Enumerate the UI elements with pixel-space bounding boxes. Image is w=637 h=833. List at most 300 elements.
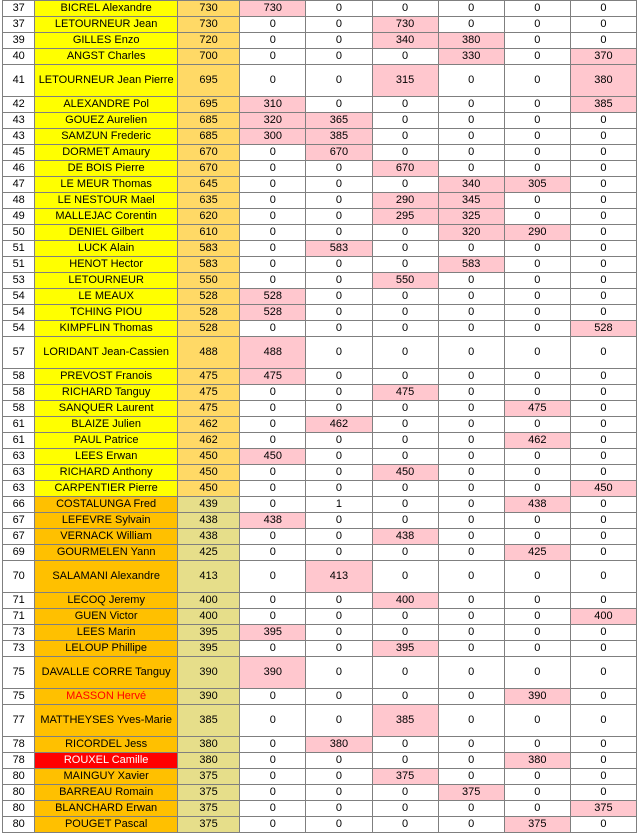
tournament-score-cell: 0 [372,609,438,625]
tournament-score-cell: 0 [504,641,570,657]
tournament-score-cell: 0 [570,465,636,481]
tournament-score-cell: 0 [372,129,438,145]
rank-cell: 80 [3,769,35,785]
tournament-score-cell: 375 [504,817,570,833]
tournament-score-cell: 0 [504,193,570,209]
rank-cell: 78 [3,753,35,769]
tournament-score-cell: 0 [570,193,636,209]
total-points-cell: 475 [177,369,239,385]
table-row [3,609,637,625]
table-row [3,49,637,65]
tournament-score-cell: 305 [504,177,570,193]
tournament-score-cell: 345 [438,193,504,209]
rank-cell: 61 [3,417,35,433]
player-name-cell: COSTALUNGA Fred [35,497,178,513]
tournament-score-cell: 0 [438,161,504,177]
tournament-score-cell: 0 [372,785,438,801]
tournament-score-cell: 1 [306,497,372,513]
tournament-score-cell: 0 [438,689,504,705]
tournament-score-cell: 0 [372,657,438,689]
tournament-score-cell: 0 [306,817,372,833]
rank-cell: 80 [3,785,35,801]
table-row [3,593,637,609]
tournament-score-cell: 0 [306,769,372,785]
tournament-score-cell: 0 [570,145,636,161]
tournament-score-cell: 0 [504,161,570,177]
total-points-cell: 438 [177,513,239,529]
table-row [3,145,637,161]
rank-cell: 63 [3,465,35,481]
tournament-score-cell: 0 [570,497,636,513]
player-name-cell: LE MEUR Thomas [35,177,178,193]
tournament-score-cell: 0 [240,209,306,225]
player-name-cell: MALLEJAC Corentin [35,209,178,225]
tournament-score-cell: 0 [372,737,438,753]
tournament-score-cell: 0 [570,641,636,657]
total-points-cell: 528 [177,305,239,321]
player-name-cell: GOURMELEN Yann [35,545,178,561]
tournament-score-cell: 462 [306,417,372,433]
tournament-score-cell: 450 [240,449,306,465]
tournament-score-cell: 550 [372,273,438,289]
ranking-table [2,0,637,833]
tournament-score-cell: 385 [372,705,438,737]
player-name-cell: BLANCHARD Erwan [35,801,178,817]
total-points-cell: 685 [177,113,239,129]
tournament-score-cell: 0 [372,801,438,817]
tournament-score-cell: 0 [504,1,570,17]
tournament-score-cell: 475 [372,385,438,401]
tournament-score-cell: 330 [438,49,504,65]
tournament-score-cell: 0 [570,33,636,49]
total-points-cell: 550 [177,273,239,289]
table-row [3,497,637,513]
total-points-cell: 450 [177,465,239,481]
tournament-score-cell: 0 [240,273,306,289]
tournament-score-cell: 0 [504,385,570,401]
tournament-score-cell: 0 [504,65,570,97]
total-points-cell: 620 [177,209,239,225]
total-points-cell: 390 [177,657,239,689]
total-points-cell: 695 [177,97,239,113]
tournament-score-cell: 0 [306,753,372,769]
total-points-cell: 583 [177,241,239,257]
tournament-score-cell: 0 [306,65,372,97]
tournament-score-cell: 0 [306,273,372,289]
tournament-score-cell: 0 [372,497,438,513]
tournament-score-cell: 0 [306,193,372,209]
tournament-score-cell: 0 [504,609,570,625]
rank-cell: 58 [3,369,35,385]
player-name-cell: PREVOST Franois [35,369,178,385]
tournament-score-cell: 475 [504,401,570,417]
rank-cell: 73 [3,625,35,641]
rank-cell: 66 [3,497,35,513]
tournament-score-cell: 0 [372,321,438,337]
tournament-score-cell: 0 [570,769,636,785]
rank-cell: 37 [3,17,35,33]
tournament-score-cell: 0 [240,801,306,817]
tournament-score-cell: 0 [570,257,636,273]
total-points-cell: 450 [177,449,239,465]
player-name-cell: DORMET Amaury [35,145,178,161]
player-name-cell: ALEXANDRE Pol [35,97,178,113]
player-name-cell: LETOURNEUR Jean [35,17,178,33]
tournament-score-cell: 0 [504,17,570,33]
total-points-cell: 375 [177,769,239,785]
tournament-score-cell: 0 [504,49,570,65]
tournament-score-cell: 0 [504,337,570,369]
tournament-score-cell: 0 [570,625,636,641]
player-name-cell: RICHARD Anthony [35,465,178,481]
tournament-score-cell: 390 [240,657,306,689]
tournament-score-cell: 0 [240,417,306,433]
tournament-score-cell: 0 [372,545,438,561]
tournament-score-cell: 0 [504,465,570,481]
total-points-cell: 475 [177,385,239,401]
tournament-score-cell: 340 [438,177,504,193]
tournament-score-cell: 0 [240,65,306,97]
tournament-score-cell: 0 [570,433,636,449]
player-name-cell: LETOURNEUR [35,273,178,289]
tournament-score-cell: 0 [504,97,570,113]
tournament-score-cell: 0 [570,785,636,801]
tournament-score-cell: 385 [570,97,636,113]
tournament-score-cell: 0 [504,145,570,161]
ranking-rows [3,1,637,833]
tournament-score-cell: 0 [372,817,438,833]
total-points-cell: 400 [177,593,239,609]
tournament-score-cell: 0 [570,177,636,193]
tournament-score-cell: 0 [372,1,438,17]
rank-cell: 54 [3,289,35,305]
total-points-cell: 425 [177,545,239,561]
tournament-score-cell: 0 [570,449,636,465]
tournament-score-cell: 0 [438,385,504,401]
tournament-score-cell: 0 [306,625,372,641]
player-name-cell: LE MEAUX [35,289,178,305]
tournament-score-cell: 0 [240,481,306,497]
rank-cell: 53 [3,273,35,289]
total-points-cell: 439 [177,497,239,513]
tournament-score-cell: 0 [438,433,504,449]
tournament-score-cell: 670 [306,145,372,161]
tournament-score-cell: 0 [570,513,636,529]
rank-cell: 58 [3,385,35,401]
tournament-score-cell: 0 [438,705,504,737]
tournament-score-cell: 0 [504,513,570,529]
tournament-score-cell: 0 [438,737,504,753]
player-name-cell: VERNACK William [35,529,178,545]
tournament-score-cell: 0 [438,1,504,17]
tournament-score-cell: 0 [504,657,570,689]
tournament-score-cell: 0 [570,161,636,177]
tournament-score-cell: 0 [306,385,372,401]
tournament-score-cell: 0 [306,17,372,33]
rank-cell: 75 [3,689,35,705]
tournament-score-cell: 0 [306,433,372,449]
table-row [3,33,637,49]
tournament-score-cell: 0 [306,449,372,465]
total-points-cell: 730 [177,1,239,17]
tournament-score-cell: 0 [240,561,306,593]
tournament-score-cell: 290 [504,225,570,241]
tournament-score-cell: 0 [240,737,306,753]
tournament-score-cell: 0 [306,321,372,337]
tournament-score-cell: 365 [306,113,372,129]
tournament-score-cell: 0 [438,657,504,689]
tournament-score-cell: 583 [306,241,372,257]
tournament-score-cell: 0 [438,113,504,129]
player-name-cell: LORIDANT Jean-Cassien [35,337,178,369]
tournament-score-cell: 0 [240,385,306,401]
tournament-score-cell: 413 [306,561,372,593]
tournament-score-cell: 0 [504,113,570,129]
rank-cell: 54 [3,305,35,321]
total-points-cell: 475 [177,401,239,417]
rank-cell: 61 [3,433,35,449]
tournament-score-cell: 0 [240,49,306,65]
tournament-score-cell: 450 [570,481,636,497]
tournament-score-cell: 0 [306,529,372,545]
player-name-cell: MAINGUY Xavier [35,769,178,785]
tournament-score-cell: 380 [438,33,504,49]
tournament-score-cell: 385 [306,129,372,145]
table-row [3,97,637,113]
table-row [3,161,637,177]
tournament-score-cell: 0 [306,481,372,497]
tournament-score-cell: 325 [438,209,504,225]
player-name-cell: MASSON Hervé [35,689,178,705]
tournament-score-cell: 0 [438,801,504,817]
tournament-score-cell: 395 [372,641,438,657]
player-name-cell: RICORDEL Jess [35,737,178,753]
tournament-score-cell: 0 [570,657,636,689]
tournament-score-cell: 0 [306,97,372,113]
player-name-cell: GILLES Enzo [35,33,178,49]
tournament-score-cell: 0 [438,401,504,417]
tournament-score-cell: 0 [504,321,570,337]
tournament-score-cell: 0 [504,769,570,785]
tournament-score-cell: 425 [504,545,570,561]
tournament-score-cell: 0 [372,337,438,369]
rank-cell: 80 [3,801,35,817]
tournament-score-cell: 0 [240,257,306,273]
rank-cell: 42 [3,97,35,113]
player-name-cell: MATTHEYSES Yves-Marie [35,705,178,737]
tournament-score-cell: 0 [306,177,372,193]
tournament-score-cell: 0 [438,753,504,769]
table-row [3,113,637,129]
table-row [3,193,637,209]
player-name-cell: HENOT Hector [35,257,178,273]
tournament-score-cell: 320 [438,225,504,241]
tournament-score-cell: 0 [306,641,372,657]
table-row [3,529,637,545]
player-name-cell: KIMPFLIN Thomas [35,321,178,337]
tournament-score-cell: 0 [240,321,306,337]
tournament-score-cell: 0 [438,289,504,305]
tournament-score-cell: 0 [504,33,570,49]
table-row [3,545,637,561]
player-name-cell: BICREL Alexandre [35,1,178,17]
tournament-score-cell: 0 [438,129,504,145]
tournament-score-cell: 0 [570,129,636,145]
tournament-score-cell: 0 [438,545,504,561]
tournament-score-cell: 0 [438,609,504,625]
total-points-cell: 380 [177,737,239,753]
tournament-score-cell: 0 [372,97,438,113]
tournament-score-cell: 0 [306,705,372,737]
table-row [3,1,637,17]
tournament-score-cell: 0 [306,689,372,705]
player-name-cell: LEFEVRE Sylvain [35,513,178,529]
tournament-score-cell: 0 [504,209,570,225]
player-name-cell: GOUEZ Aurelien [35,113,178,129]
table-row [3,401,637,417]
total-points-cell: 450 [177,481,239,497]
tournament-score-cell: 0 [504,625,570,641]
tournament-score-cell: 0 [240,609,306,625]
tournament-score-cell: 0 [372,433,438,449]
tournament-score-cell: 0 [372,417,438,433]
tournament-score-cell: 380 [570,65,636,97]
tournament-score-cell: 0 [306,1,372,17]
rank-cell: 75 [3,657,35,689]
rank-cell: 63 [3,449,35,465]
player-name-cell: ANGST Charles [35,49,178,65]
tournament-score-cell: 0 [504,449,570,465]
tournament-score-cell: 0 [570,753,636,769]
rank-cell: 39 [3,33,35,49]
tournament-score-cell: 0 [570,113,636,129]
rank-cell: 58 [3,401,35,417]
total-points-cell: 685 [177,129,239,145]
tournament-score-cell: 0 [438,593,504,609]
player-name-cell: SANQUER Laurent [35,401,178,417]
total-points-cell: 375 [177,817,239,833]
tournament-score-cell: 0 [240,529,306,545]
total-points-cell: 395 [177,641,239,657]
rank-cell: 51 [3,257,35,273]
player-name-cell: CARPENTIER Pierre [35,481,178,497]
rank-cell: 63 [3,481,35,497]
tournament-score-cell: 0 [438,529,504,545]
player-name-cell: GUEN Victor [35,609,178,625]
table-row [3,177,637,193]
tournament-score-cell: 0 [438,497,504,513]
rank-cell: 47 [3,177,35,193]
tournament-score-cell: 0 [570,289,636,305]
total-points-cell: 390 [177,689,239,705]
tournament-score-cell: 0 [438,321,504,337]
tournament-score-cell: 0 [504,705,570,737]
rank-cell: 43 [3,129,35,145]
total-points-cell: 528 [177,289,239,305]
tournament-score-cell: 0 [240,401,306,417]
tournament-score-cell: 0 [240,241,306,257]
tournament-score-cell: 0 [240,193,306,209]
tournament-score-cell: 390 [504,689,570,705]
tournament-score-cell: 0 [570,369,636,385]
rank-cell: 69 [3,545,35,561]
tournament-score-cell: 0 [438,481,504,497]
player-name-cell: LEES Marin [35,625,178,641]
total-points-cell: 635 [177,193,239,209]
table-row [3,561,637,593]
tournament-score-cell: 0 [438,641,504,657]
player-name-cell: LUCK Alain [35,241,178,257]
tournament-score-cell: 0 [306,209,372,225]
tournament-score-cell: 0 [240,817,306,833]
tournament-score-cell: 0 [504,561,570,593]
tournament-score-cell: 0 [372,225,438,241]
tournament-score-cell: 0 [438,273,504,289]
player-name-cell: SAMZUN Frederic [35,129,178,145]
tournament-score-cell: 0 [240,33,306,49]
tournament-score-cell: 0 [438,449,504,465]
tournament-score-cell: 0 [570,705,636,737]
table-row [3,337,637,369]
player-name-cell: ROUXEL Camille [35,753,178,769]
tournament-score-cell: 0 [570,417,636,433]
tournament-score-cell: 0 [438,465,504,481]
tournament-score-cell: 0 [504,801,570,817]
rank-cell: 50 [3,225,35,241]
tournament-score-cell: 0 [438,145,504,161]
total-points-cell: 395 [177,625,239,641]
tournament-score-cell: 0 [438,369,504,385]
tournament-score-cell: 0 [240,177,306,193]
total-points-cell: 670 [177,145,239,161]
tournament-score-cell: 0 [570,241,636,257]
table-row [3,385,637,401]
player-name-cell: LEES Erwan [35,449,178,465]
tournament-score-cell: 0 [306,593,372,609]
rank-cell: 40 [3,49,35,65]
tournament-score-cell: 400 [372,593,438,609]
total-points-cell: 380 [177,753,239,769]
tournament-score-cell: 0 [570,689,636,705]
tournament-score-cell: 315 [372,65,438,97]
tournament-score-cell: 0 [438,97,504,113]
tournament-score-cell: 0 [570,529,636,545]
tournament-score-cell: 0 [438,513,504,529]
tournament-score-cell: 0 [306,161,372,177]
tournament-score-cell: 0 [372,401,438,417]
tournament-score-cell: 395 [240,625,306,641]
table-row [3,433,637,449]
player-name-cell: DE BOIS Pierre [35,161,178,177]
total-points-cell: 670 [177,161,239,177]
tournament-score-cell: 0 [306,401,372,417]
tournament-score-cell: 0 [570,385,636,401]
tournament-score-cell: 528 [570,321,636,337]
tournament-score-cell: 0 [240,465,306,481]
tournament-score-cell: 0 [570,737,636,753]
tournament-score-cell: 310 [240,97,306,113]
tournament-score-cell: 0 [504,785,570,801]
tournament-score-cell: 0 [372,689,438,705]
tournament-score-cell: 0 [240,593,306,609]
tournament-score-cell: 0 [240,497,306,513]
tournament-score-cell: 0 [372,449,438,465]
tournament-score-cell: 0 [438,561,504,593]
table-row [3,801,637,817]
tournament-score-cell: 0 [372,305,438,321]
tournament-score-cell: 290 [372,193,438,209]
player-name-cell: DAVALLE CORRE Tanguy [35,657,178,689]
